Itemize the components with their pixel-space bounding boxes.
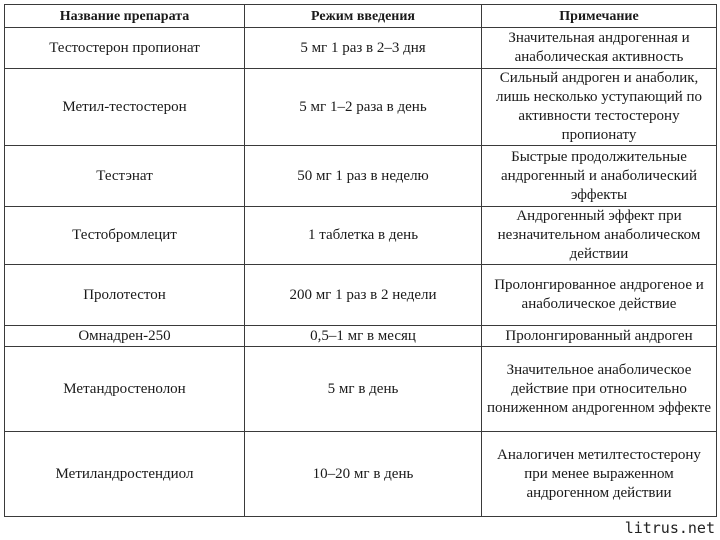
regimen-cell: 200 мг 1 раз в 2 недели <box>245 265 482 326</box>
table-row <box>5 326 717 347</box>
column-header-note: Примечание <box>482 5 717 28</box>
regimen-cell: 5 мг 1 раз в 2–3 дня <box>245 28 482 69</box>
note-cell: Андрогенный эффект при незначительном анаболическом действии <box>482 207 717 265</box>
note-cell: Аналогичен метилтестостерону при менее выраженном андрогенном действии <box>482 432 717 517</box>
drug-name-cell: Тестэнат <box>5 146 245 207</box>
note-cell: Сильный андроген и анаболик, лишь несколько уступающий по активности тестостерону пропионату <box>482 69 717 146</box>
table-row <box>5 28 717 69</box>
drug-name-cell: Метиландростендиол <box>5 432 245 517</box>
note-cell: Пролонгированный андроген <box>482 326 717 347</box>
regimen-cell: 50 мг 1 раз в неделю <box>245 146 482 207</box>
table-row <box>5 207 717 265</box>
drug-name-cell: Пролотестон <box>5 265 245 326</box>
note-cell: Значительное анаболическое действие при относительно пониженном андрогенном эффекте <box>482 347 717 432</box>
regimen-cell: 0,5–1 мг в месяц <box>245 326 482 347</box>
drug-name-cell: Тестобромлецит <box>5 207 245 265</box>
column-header-name: Название препарата <box>5 5 245 28</box>
note-cell: Пролонгированное андрогеное и анаболическое действие <box>482 265 717 326</box>
drug-name-cell: Омнадрен-250 <box>5 326 245 347</box>
regimen-cell: 10–20 мг в день <box>245 432 482 517</box>
note-cell: Быстрые продолжительные андрогенный и анаболический эффекты <box>482 146 717 207</box>
drug-table <box>4 4 717 517</box>
table-row <box>5 146 717 207</box>
watermark: litrus.net <box>622 518 718 538</box>
regimen-cell: 1 таблетка в день <box>245 207 482 265</box>
table-header-row <box>5 5 717 28</box>
table-row <box>5 347 717 432</box>
column-header-regimen: Режим введения <box>245 5 482 28</box>
drug-name-cell: Тестостерон пропионат <box>5 28 245 69</box>
regimen-cell: 5 мг 1–2 раза в день <box>245 69 482 146</box>
regimen-cell: 5 мг в день <box>245 347 482 432</box>
drug-name-cell: Метил-тестостерон <box>5 69 245 146</box>
drug-name-cell: Метандростенолон <box>5 347 245 432</box>
note-cell: Значительная андрогенная и анаболическая активность <box>482 28 717 69</box>
table-row <box>5 265 717 326</box>
table-row <box>5 69 717 146</box>
table-row <box>5 432 717 517</box>
